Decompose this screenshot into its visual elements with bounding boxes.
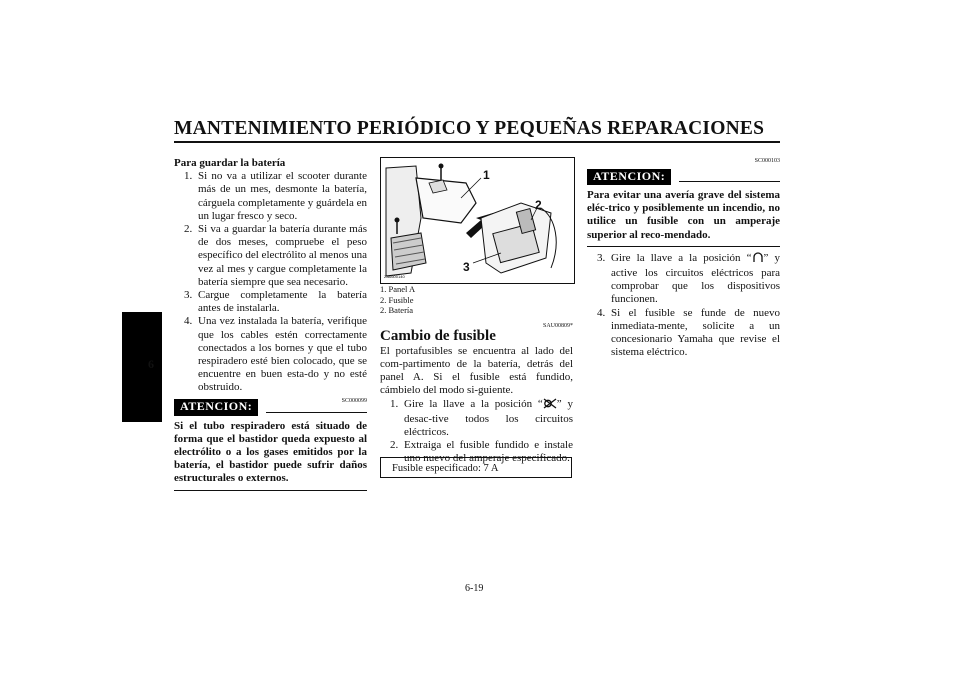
figure-code: ZA6600140 <box>384 274 405 279</box>
left-column <box>174 157 367 491</box>
atencion-header <box>174 396 367 416</box>
storage-step-1 <box>174 170 367 223</box>
step-text: Una vez instalada la batería, verifique que los cables estén correctamente conectados a los bornes y que el tubo respiradero esté bien colocado, que se encuentre en buen esta-do y no esté obstruido. <box>198 315 367 394</box>
key-on-icon <box>752 252 764 267</box>
warning-code: SC000103 <box>754 158 780 164</box>
storage-step-4 <box>174 315 367 394</box>
chapter-number: 6 <box>148 357 154 371</box>
fuse-spec-box: Fusible especificado: 7 A <box>380 457 572 478</box>
page-number: 6-19 <box>465 583 484 594</box>
warning-end-rule <box>174 486 367 491</box>
middle-column <box>380 284 573 466</box>
step-number: 3. <box>597 251 606 264</box>
chapter-tab <box>122 312 162 422</box>
storage-heading: Para guardar la batería <box>174 157 286 169</box>
step-number: 1. <box>390 397 399 410</box>
fuse-steps-continued <box>587 252 780 360</box>
step-text-a: Gire la llave a la posición “ <box>611 251 752 264</box>
step-number: 2. <box>184 223 193 236</box>
atencion-rule <box>266 412 367 413</box>
step-text: Si no va a utilizar el scooter durante más de un mes, desmonte la batería, cárguela completamente y guárdela en un lugar fresco y seco. <box>198 170 367 222</box>
callout-3: 3 <box>463 260 470 274</box>
header-rule <box>174 141 780 143</box>
fuse-step-1 <box>380 398 573 440</box>
step-text: Extraiga el fusible fundido e instale uno nuevo del amperaje especificado. <box>404 439 573 465</box>
atencion-label: ATENCION: <box>174 399 258 415</box>
step-number: 1. <box>184 170 193 183</box>
warning-code: SC000099 <box>341 397 367 404</box>
figure-caption-2: 2. Fusible <box>380 294 414 305</box>
step-text: Si el fusible se funde de nuevo inmediata-mente, solicite a un concesionario Yamaha que revise el sistema eléctrico. <box>611 306 780 359</box>
warning-text: Para evitar una avería grave del sistema eléc-trico y posiblemente un incendio, no utilice un fusible con un amperaje superior al reco-mendado. <box>587 189 780 241</box>
storage-step-2 <box>174 223 367 289</box>
fuse-steps <box>380 398 573 466</box>
figure-caption-3: 2. Batería <box>380 305 414 315</box>
fuse-illustration <box>381 158 574 283</box>
right-column <box>587 157 780 359</box>
storage-step-3 <box>174 289 367 315</box>
step-text-b: ” y desac-tive todos los circuitos eléctricos. <box>404 397 574 438</box>
fuse-step-4 <box>587 307 780 360</box>
figure-caption-1: 1. Panel A <box>380 284 416 294</box>
storage-steps <box>174 170 367 394</box>
fuse-figure <box>380 157 575 284</box>
step-number: 4. <box>184 315 193 328</box>
section-code: SAU00809* <box>542 322 573 329</box>
step-text: Si va a guardar la batería durante más de dos meses, compruebe el peso específico del electrólito al menos una vez al mes y cargue completamente la batería siempre que sea necesario. <box>198 223 367 288</box>
callout-2: 2 <box>535 198 542 212</box>
callout-1: 1 <box>483 168 490 182</box>
step-text: Cargue completamente la batería antes de instalarla. <box>198 289 367 315</box>
atencion-header <box>587 165 780 185</box>
atencion-label: ATENCION: <box>587 169 671 185</box>
warning-text: Si el tubo respiradero está situado de forma que el bastidor queda expuesto al electrólito o a los gases emitidos por la batería, el bastidor puede sufrir daños estructurales o externos. <box>174 419 367 485</box>
section-title: Cambio de fusible <box>380 327 496 344</box>
step-text-b: ” y active los circuitos eléctricos para comprobar que los dispositivos funcionen. <box>611 251 780 306</box>
key-off-icon <box>543 398 557 413</box>
step-number: 2. <box>390 439 399 452</box>
section-intro: El portafusibles se encuentra al lado del com-partimento de la batería, detrás del panel A. Si el fusible está fundido, cámbielo del modo si-guiente. <box>380 344 573 397</box>
step-text-a: Gire la llave a la posición “ <box>404 397 543 410</box>
warning-end-rule <box>587 242 780 247</box>
fuse-step-3 <box>587 252 780 307</box>
step-number: 3. <box>184 289 193 302</box>
atencion-rule <box>679 181 780 182</box>
page-header-title: MANTENIMIENTO PERIÓDICO Y PEQUEÑAS REPARACIONES <box>174 118 765 139</box>
step-number: 4. <box>597 306 606 319</box>
